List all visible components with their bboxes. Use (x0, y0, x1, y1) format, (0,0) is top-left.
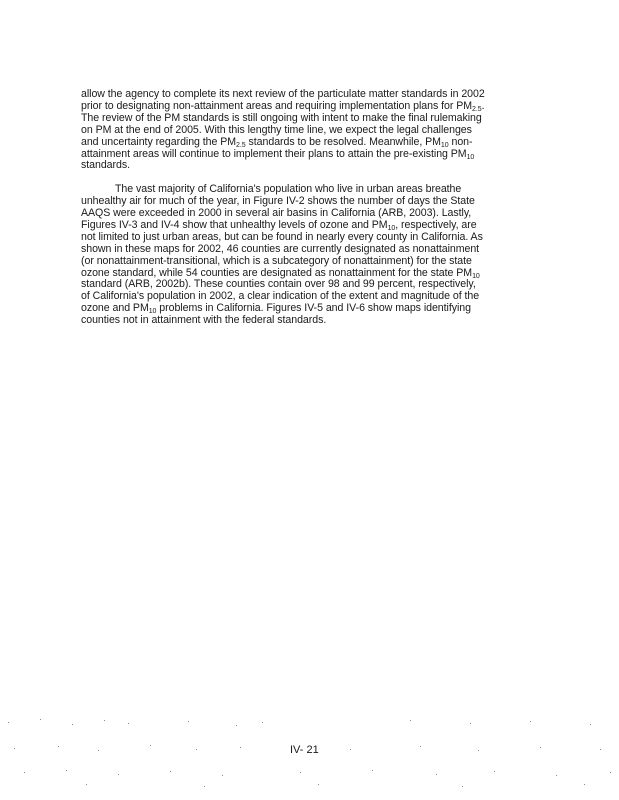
text-line: and uncertainty regarding the $PM_{2.5}$ standards to be resolved. Meanwhile, $PM_{10}$ non- (81, 135, 473, 149)
scan-speckle (170, 771, 171, 772)
scan-speckle (436, 774, 437, 775)
scan-speckle (98, 750, 99, 751)
paragraph-2 (81, 184, 536, 327)
text-line: The review of the PM standards is still ongoing with intent to make the final rulemaking (81, 111, 482, 124)
text-line: The vast majority of California's population who live in urban areas breathe (115, 183, 462, 196)
scan-speckle (14, 748, 15, 749)
text-line: unhealthy air for much of the year, in Figure IV-2 shows the number of days the State (81, 195, 475, 208)
scan-speckle (86, 784, 87, 785)
scan-speckle (318, 784, 319, 785)
text-line: ozone standard, while 54 counties are designated as nonattainment for the state $PM_{10}$ (81, 266, 480, 280)
scan-speckle (58, 746, 59, 747)
text-line: Figures IV-3 and IV-4 show that unhealthy levels of ozone and $PM_{10}$, respectively, are (81, 218, 477, 232)
scan-speckle (556, 775, 557, 776)
subscript: 10 (148, 308, 157, 316)
scan-speckle (236, 725, 237, 726)
text-line: standard (ARB, 2002b). These counties contain over 98 and 99 percent, respectively, (81, 278, 476, 291)
scan-speckle (240, 747, 241, 748)
body-text (81, 89, 536, 327)
subscript: 10 (466, 153, 475, 161)
text-line: counties not in attainment with the federal standards. (81, 314, 327, 327)
text-line: (or nonattainment-transitional, which is a subcategory of nonattainment) for the state (81, 254, 472, 267)
scan-speckle (66, 770, 67, 771)
subscript: 10 (440, 141, 449, 149)
scan-speckle (128, 723, 129, 724)
scan-speckle (40, 719, 41, 720)
scan-speckle (530, 721, 531, 722)
scan-speckle (420, 746, 421, 747)
scan-speckle (590, 724, 591, 725)
scan-speckle (470, 723, 471, 724)
text-line: standards. (81, 159, 130, 172)
text-line: ozone and $PM_{10}$ problems in California. Figures IV-5 and IV-6 show maps identifying (81, 302, 471, 316)
text-line: of California's population in 2002, a clear indication of the extent and magnitude of the (81, 290, 480, 303)
text-line: AAQS were exceeded in 2000 in several air basins in California (ARB, 2003). Lastly, (81, 207, 472, 220)
scan-speckle (204, 786, 205, 787)
scan-speckle (350, 749, 351, 750)
scan-speckle (478, 750, 479, 751)
scan-speckle (584, 784, 585, 785)
scan-speckle (8, 722, 9, 723)
subscript: 10 (387, 224, 396, 232)
scan-speckle (188, 721, 189, 722)
scan-speckle (150, 745, 151, 746)
text-line: allow the agency to complete its next review of the particulate matter standards in 2002 (81, 88, 485, 100)
scan-speckle (610, 772, 611, 773)
scan-speckle (72, 724, 73, 725)
subscript: 2.5 (236, 141, 246, 149)
paragraph-1 (81, 89, 536, 172)
scan-speckle (540, 747, 541, 748)
scan-speckle (24, 772, 25, 773)
subscript: 10 (472, 272, 480, 280)
scan-speckle (462, 786, 463, 787)
scan-speckle (222, 775, 223, 776)
text-line: not limited to just urban areas, but can be found in nearly every county in California. As (81, 230, 483, 243)
text-line: attainment areas will continue to implement their plans to attain the pre-existing $PM_{10}$ (81, 147, 475, 161)
scan-speckle (300, 772, 301, 773)
text-line: prior to designating non-attainment areas and requiring implementation plans for $PM_{2.5}$. (81, 99, 485, 113)
page-number: IV- 21 (290, 744, 319, 756)
scan-speckle (118, 774, 119, 775)
text-line: on PM at the end of 2005. With this lengthy time line, we expect the legal challenges (81, 123, 472, 136)
subscript: 2.5 (472, 105, 482, 113)
scan-speckle (196, 749, 197, 750)
text-line: shown in these maps for 2002, 46 counties are currently designated as nonattainment (81, 242, 480, 255)
scan-speckle (262, 722, 263, 723)
scan-speckle (104, 720, 105, 721)
scan-speckle (410, 720, 411, 721)
scan-speckle (494, 771, 495, 772)
scan-speckle (600, 749, 601, 750)
scan-speckle (372, 770, 373, 771)
